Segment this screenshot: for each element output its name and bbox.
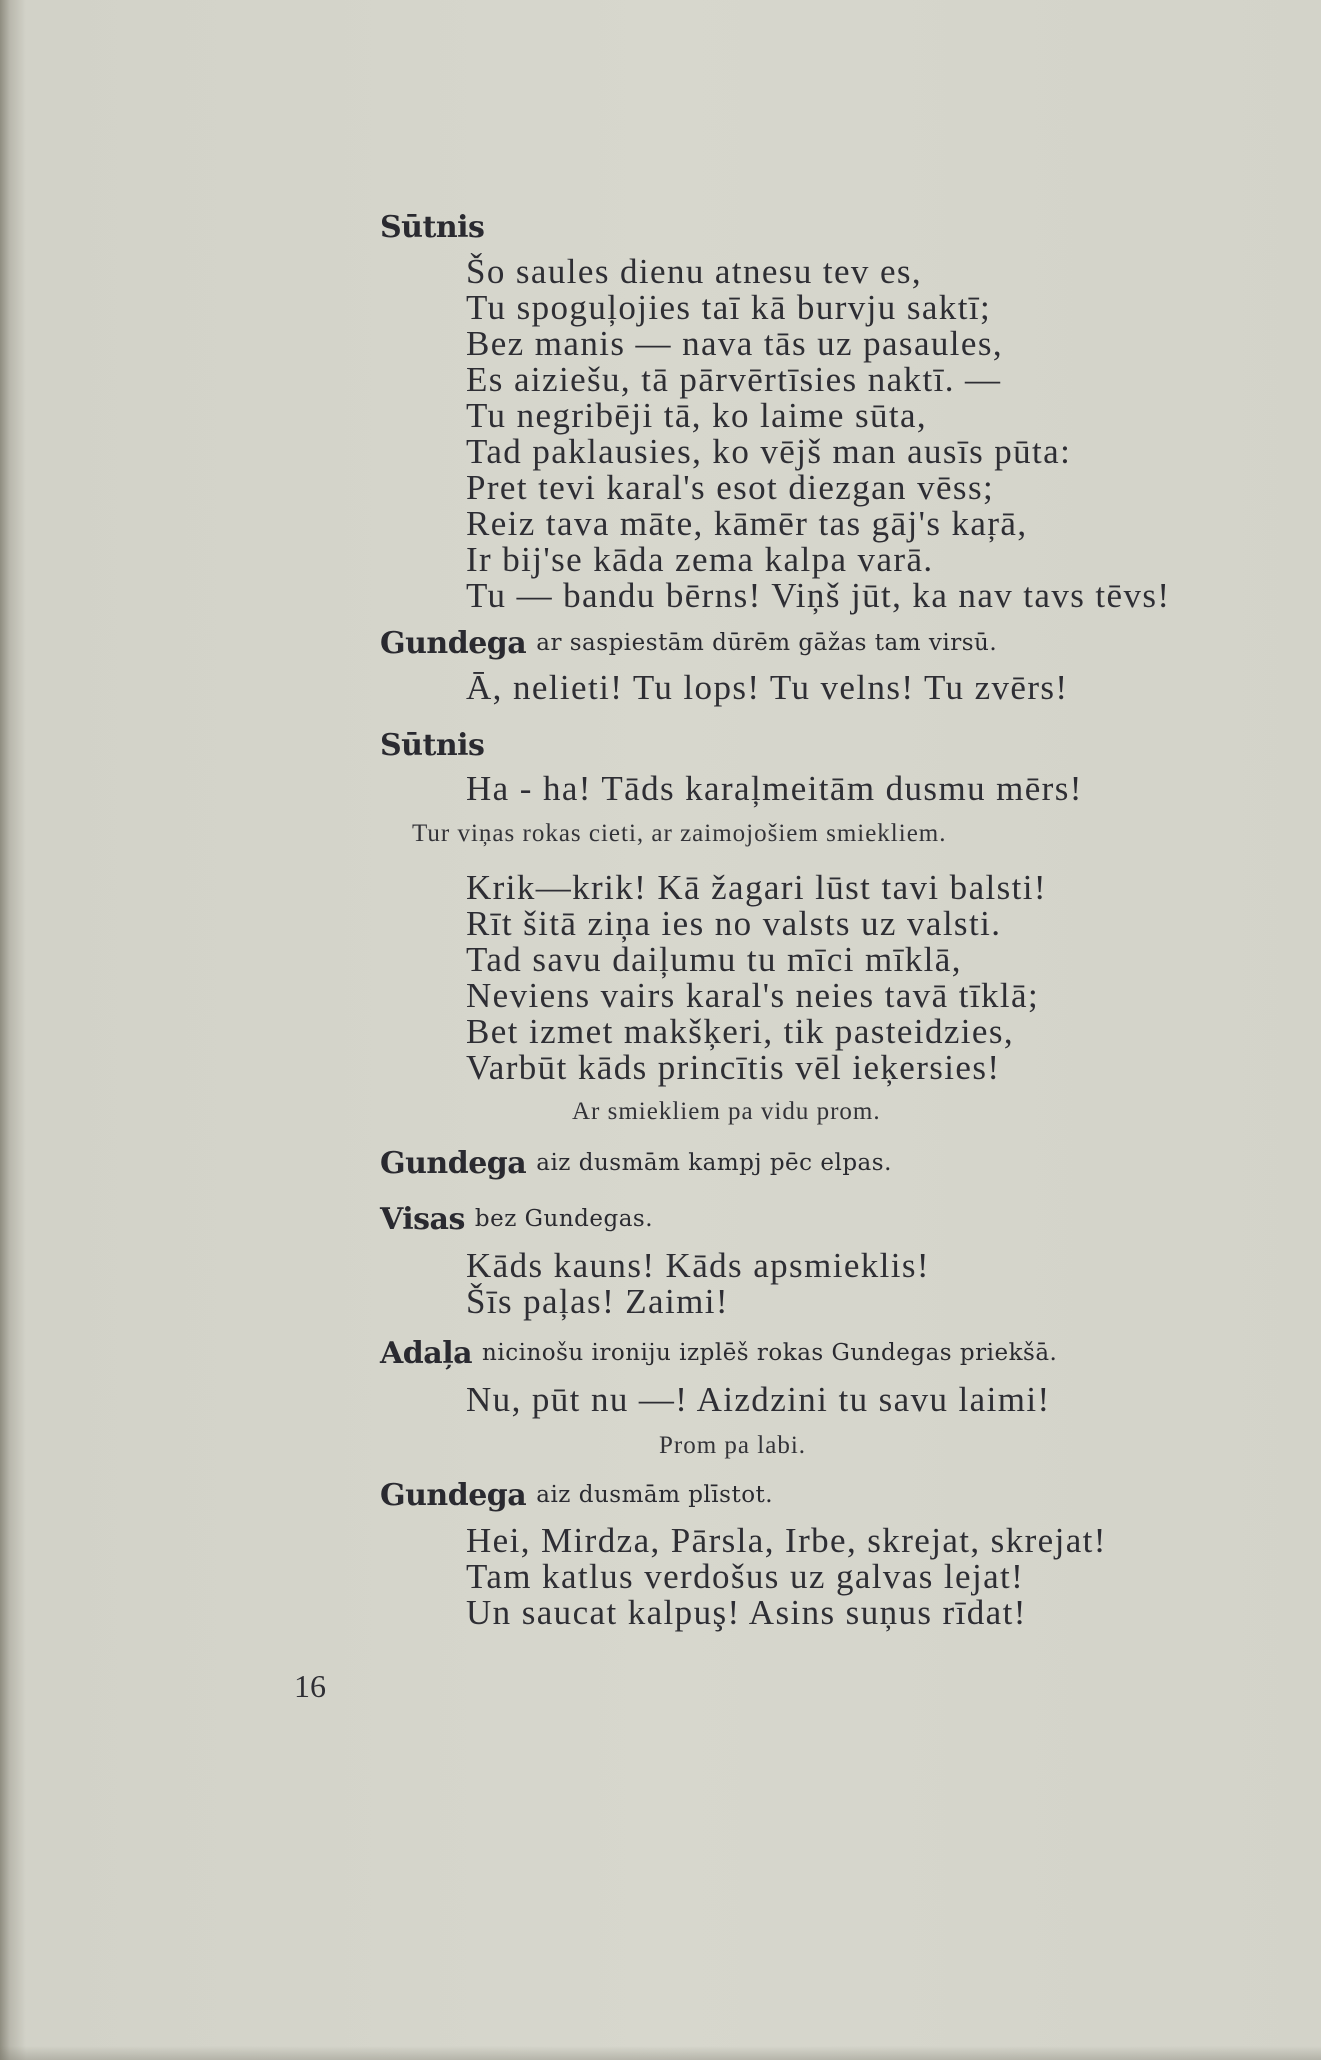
verse-block-sutnis-2 [466,771,1083,807]
verse-block-adala [466,1382,1051,1418]
speaker-name: Gundega [380,1146,527,1181]
speaker-name: Adaļa [380,1336,473,1371]
verse-line: Pret tevi karal's esot diezgan vēss; [466,468,995,507]
stage-direction-line: Tur viņas rokas cieti, ar zaimojošiem smiekliem. [412,820,947,847]
speaker-sutnis-2 [380,728,484,763]
verse-line: Bet izmet makšķeri, tik pasteidzies, [466,1012,1015,1051]
page-number: 16 [294,1668,326,1704]
stage-direction-line: Prom pa labi. [659,1432,807,1459]
verse-line: Hei, Mirdza, Pārsla, Irbe, skrejat, skrejat! [466,1521,1107,1560]
speaker-adala [380,1336,1057,1371]
verse-line: Es aiziešu, tā pārvērtīsies naktī. — [466,360,1002,399]
verse-block-visas [466,1248,930,1320]
speaker-name: Sūtnis [380,210,485,245]
verse-line: Šīs paļas! Zaimi! [466,1282,729,1321]
speaker-name: Sūtnis [380,728,485,763]
verse-line: Neviens vairs karal's neies tavā tīklā; [466,976,1040,1015]
speaker-gundega-1 [380,626,997,661]
stage-direction-line: Ar smiekliem pa vidu prom. [572,1098,881,1125]
speaker-visas [380,1202,653,1237]
verse-line: Krik—krik! Kā žagari lūst tavi balsti! [466,868,1047,907]
speaker-name: Gundega [380,1478,527,1513]
stage-direction: bez Gundegas. [474,1206,654,1232]
verse-line: Ir bij'se kāda zema kalpa varā. [466,540,934,579]
verse-line: Tad savu daiļumu tu mīci mīklā, [466,940,962,979]
speaker-name: Gundega [380,626,527,661]
stage-direction: aiz dusmām kampj pēc elpas. [536,1150,892,1176]
verse-line: Varbūt kāds princītis vēl ieķersies! [466,1048,1001,1087]
verse-line: Un saucat kalpuş! Asins suņus rīdat! [466,1593,1027,1632]
verse-line: Nu, pūt nu —! Aizdzini tu savu laimi! [466,1380,1051,1419]
stage-direction: ar saspiestām dūrēm gāžas tam virsū. [536,630,998,656]
speaker-sutnis-1 [380,210,484,245]
verse-block-gundega-3 [466,1523,1107,1631]
speaker-name: Visas [380,1202,465,1237]
verse-block-sutnis-1 [466,254,1170,614]
verse-line: Ha - ha! Tāds karaļmeitām dusmu mērs! [466,769,1083,808]
verse-line: Tu spoguļojies taī kā burvju saktī; [466,288,992,327]
verse-line: Rīt šitā ziņa ies no valsts uz valsti. [466,904,1002,943]
verse-block-gundega-1 [466,670,1068,706]
verse-line: Bez manis — nava tās uz pasaules, [466,324,1004,363]
verse-line: Tu negribēji tā, ko laime sūta, [466,396,928,435]
verse-line: Tam katlus verdošus uz galvas lejat! [466,1557,1025,1596]
speaker-gundega-3 [380,1478,773,1513]
stage-direction: nicinošu ironiju izplēš rokas Gundegas priekšā. [482,1340,1058,1366]
verse-line: Ā, nelieti! Tu lops! Tu velns! Tu zvērs! [466,668,1069,707]
verse-line: Tad paklausies, ko vējš man ausīs pūta: [466,432,1072,471]
page-edge-shadow [0,2046,1321,2060]
verse-line: Reiz tava māte, kāmēr tas gāj's kaŗā, [466,504,1028,543]
verse-line: Kāds kauns! Kāds apsmieklis! [466,1246,930,1285]
verse-line: Šo saules dienu atnesu tev es, [466,252,923,291]
speaker-gundega-2 [380,1146,892,1181]
verse-block-sutnis-3 [466,870,1047,1086]
stage-direction: aiz dusmām plīstot. [536,1482,774,1508]
verse-line: Tu — bandu bērns! Viņš jūt, ka nav tavs tēvs! [466,576,1171,615]
